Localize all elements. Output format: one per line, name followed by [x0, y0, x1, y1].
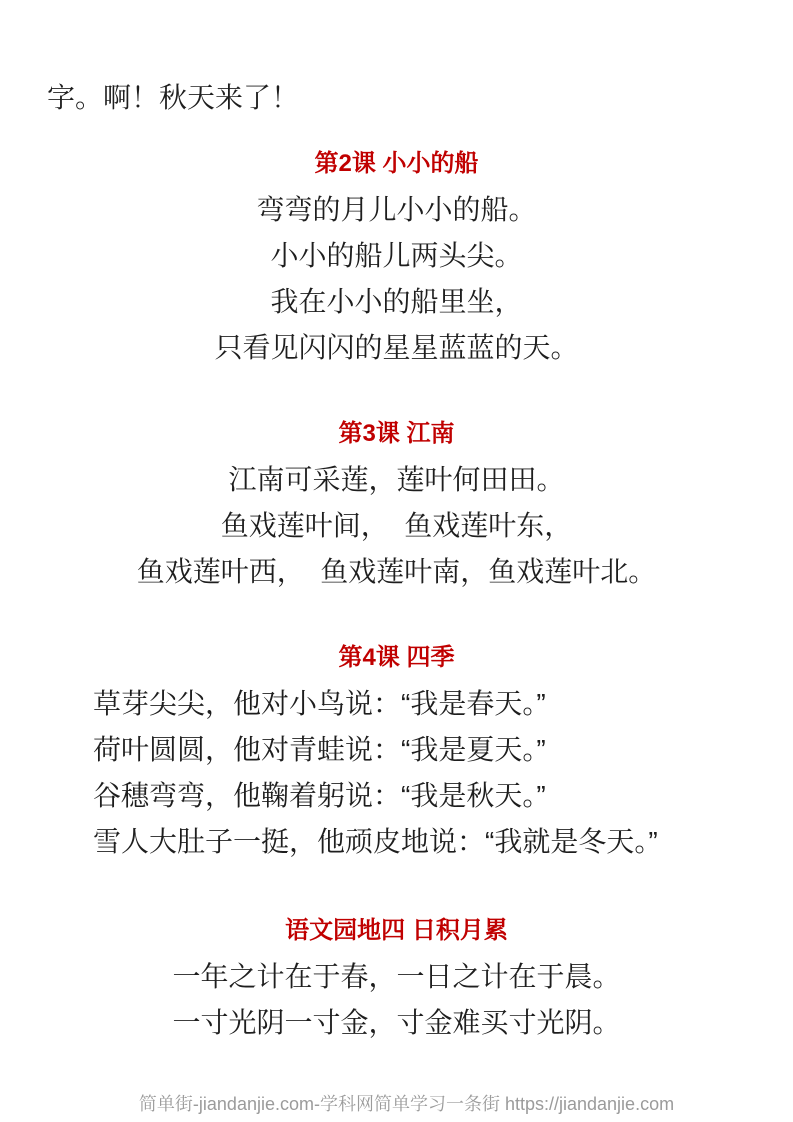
poem-line: 荷叶圆圆，他对青蛙说：“我是夏天。” [93, 734, 546, 765]
poem-line: 小小的船儿两头尖。 [270, 240, 523, 271]
section-title: 第3课 江南 [338, 420, 455, 447]
section-title: 第2课 小小的船 [314, 150, 479, 177]
poem-line: 一寸光阴一寸金，寸金难买寸光阴。 [172, 1007, 621, 1038]
poem-line: 江南可采莲，莲叶何田田。 [228, 464, 565, 495]
poem-line: 鱼戏莲叶间， 鱼戏莲叶东， [220, 510, 573, 541]
section-lesson-3 [0, 411, 793, 595]
section-yuwenyuandi-4 [0, 908, 793, 1046]
poem-line: 弯弯的月儿小小的船。 [256, 194, 537, 225]
poem-line: 草芽尖尖，他对小鸟说：“我是春天。” [93, 688, 546, 719]
poem-line: 只看见闪闪的星星蓝蓝的天。 [214, 332, 579, 363]
intro-line: 字。啊！秋天来了！ [47, 82, 300, 113]
section-lesson-2 [0, 141, 793, 371]
poem-line: 鱼戏莲叶西， 鱼戏莲叶南，鱼戏莲叶北。 [136, 556, 657, 587]
footer-watermark-text: 简单街-jiandanjie.com-学科网简单学习一条街 https://jiandanjie.com [138, 1094, 675, 1114]
section-lesson-4 [0, 635, 793, 865]
poem-line: 雪人大肚子一挺，他顽皮地说：“我就是冬天。” [93, 826, 658, 857]
section-title: 语文园地四 日积月累 [285, 917, 508, 944]
poem-line: 我在小小的船里坐， [270, 286, 523, 317]
footer-watermark [0, 1062, 793, 1122]
poem-line: 一年之计在于春，一日之计在于晨。 [172, 961, 621, 992]
section-title: 第4课 四季 [338, 644, 455, 671]
poem-line: 谷穗弯弯，他鞠着躬说：“我是秋天。” [93, 780, 546, 811]
